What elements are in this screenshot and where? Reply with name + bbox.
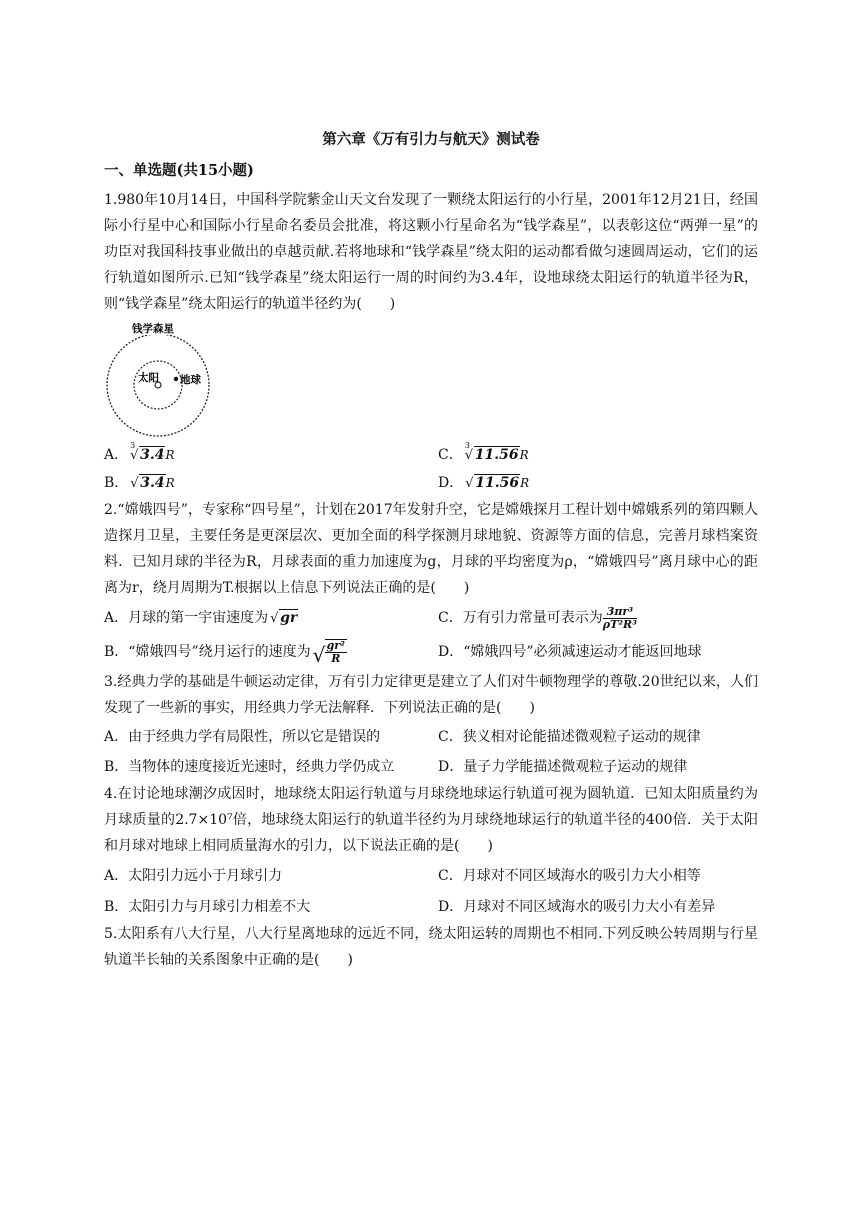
q4-option-d[interactable]: D．月球对不同区域海水的吸引力大小有差异	[438, 899, 716, 915]
q2-option-c[interactable]: C．万有引力常量可表示为 $\frac{\text{3πr³}}{\text{ρT²R³}}$	[438, 604, 637, 631]
q3-option-b[interactable]: B．当物体的速度接近光速时，经典力学仍成立	[104, 759, 395, 775]
q1-options-row-2	[104, 469, 758, 497]
question-2-text: 2.“嫦娥四号”，专家称“四号星”，计划在2017年发射升空，它是嫦娥探月工程计划中嫦娥系列的第四颗人造探月卫星，主要任务是更深层次、更加全面的科学探测月球地貌、资源等方面的信息，完善月球档案资料．已知月球的半径为R，月球表面的重力加速度为g，月球的平均密度为ρ，“嫦娥四号”离月球中心的距离为r，绕月周期为T.根据以上信息下列说法正确的是( )	[104, 502, 758, 596]
label-earth: 地球	[180, 374, 201, 386]
page-title: 第六章《万有引力与航天》测试卷	[322, 131, 540, 148]
q1-option-a[interactable]: A． 3 √ 3.4R	[104, 441, 175, 463]
q2-option-d[interactable]: D．“嫦娥四号”必须减速运动才能返回地球	[438, 644, 702, 660]
q3-option-c[interactable]: C．狭义相对论能描述微观粒子运动的规律	[438, 729, 701, 745]
label-sun: 太阳	[138, 372, 159, 384]
q3-options-row-2	[104, 753, 758, 781]
q1-option-c[interactable]: C． 3 √ 11.56R	[438, 441, 529, 463]
q4-option-b[interactable]: B．太阳引力与月球引力相差不大	[104, 899, 311, 915]
q3-options-row-1	[104, 721, 758, 753]
question-5-text: 5.太阳系有八大行星，八大行星离地球的远近不同，绕太阳运转的周期也不相同.下列反映公转周期与行星轨道半长轴的关系图象中正确的是( )	[104, 926, 758, 968]
q1-option-d[interactable]: D． √ 11.56R	[438, 475, 530, 491]
q1-options-row-1	[104, 441, 758, 469]
q3-option-a[interactable]: A．由于经典力学有局限性，所以它是错误的	[104, 729, 381, 745]
q2-options-row-2	[104, 635, 758, 669]
q4-option-c[interactable]: C．月球对不同区域海水的吸引力大小相等	[438, 868, 701, 884]
document-page	[104, 128, 758, 973]
orbit-diagram	[104, 321, 214, 439]
question-4-text: 4.在讨论地球潮汐成因时，地球绕太阳运行轨道与月球绕地球运行轨道可视为圆轨道．已知太阳质量约为月球质量的2.7×10⁷倍，地球绕太阳运行的轨道半径约为月球绕地球运行的轨道半径的400倍．关于太阳和月球对地球上相同质量海水的引力，以下说法正确的是( )	[104, 786, 758, 854]
section-heading: 一、单选题(共15小题)	[104, 162, 254, 179]
question-1-text: 1.980年10月14日，中国科学院紫金山天文台发现了一颗绕太阳运行的小行星，2001年12月21日，经国际小行星中心和国际小行星命名委员会批准，将这颗小行星命名为“钱学森星”，以表彰这位“两弹一星”的功臣对我国科技事业做出的卓越贡献.若将地球和“钱学森星”绕太阳的运动都看做匀速圆周运动，它们的运行轨道如图所示.已知“钱学森星”绕太阳运行一周的时间约为3.4年，设地球绕太阳运行的轨道半径为R，则“钱学森星”绕太阳运行的轨道半径约为( )	[104, 192, 758, 312]
q3-option-d[interactable]: D．量子力学能描述微观粒子运动的规律	[438, 759, 688, 775]
q1-option-b[interactable]: B． √ 3.4R	[104, 475, 175, 491]
q2-options-row-1	[104, 601, 758, 635]
question-3-text: 3.经典力学的基础是牛顿运动定律，万有引力定律更是建立了人们对牛顿物理学的尊敬.20世纪以来，人们发现了一些新的事实，用经典力学无法解释．下列说法正确的是( )	[104, 674, 758, 716]
q4-option-a[interactable]: A．太阳引力远小于月球引力	[104, 868, 283, 884]
earth-marker	[174, 377, 178, 381]
q4-options-row-1	[104, 859, 758, 893]
label-qianxuesen: 钱学森星	[132, 323, 174, 335]
q2-option-b[interactable]: B．“嫦娥四号”绕月运行的速度为 √ $\frac{\text{gr²}}{R}$	[104, 639, 345, 667]
q4-options-row-2	[104, 893, 758, 921]
q2-option-a[interactable]: A．月球的第一宇宙速度为 √ gr	[104, 610, 298, 626]
orbit-figure	[104, 321, 214, 439]
